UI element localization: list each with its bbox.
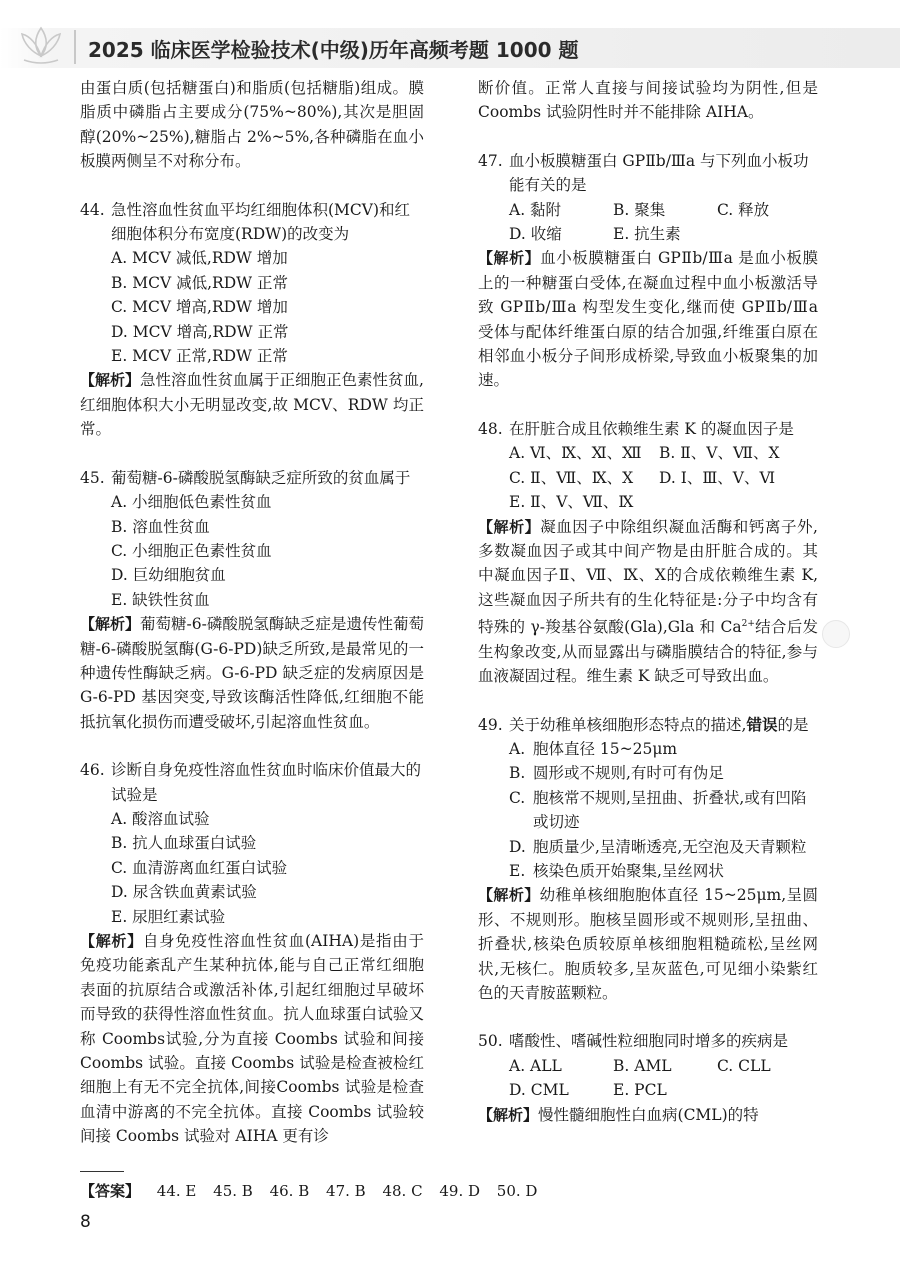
explanation-tag: 【解析】	[80, 371, 141, 390]
option-c: C. 小细胞正色素性贫血	[111, 541, 272, 560]
question-47	[478, 149, 818, 393]
option-d: D. 巨幼细胞贫血	[111, 566, 226, 585]
question-number: 44.	[80, 200, 105, 219]
watermark-stamp	[822, 620, 850, 648]
option-b: B. MCV 减低,RDW 正常	[111, 273, 288, 292]
continued-paragraph: 断价值。正常人直接与间接试验均为阴性,但是 Coombs 试验阴性时并不能排除 AIHA。	[478, 79, 818, 122]
question-number: 50.	[478, 1032, 503, 1051]
question-stem: 嗜酸性、嗜碱性粒细胞同时增多的疾病是	[509, 1032, 789, 1051]
answer-key	[80, 1180, 549, 1201]
explanation-text: 葡萄糖-6-磷酸脱氢酶缺乏症是遗传性葡萄糖-6-磷酸脱氢酶(G-6-PD)缺乏所致,是最常见的一种遗传性酶缺乏病。G-6-PD 缺乏症的发病原因是 G-6-PD 基因突变,导致该酶活性降低,红细胞不能抵抗氧化损伤而遭受破坏,引起溶血性贫血。	[80, 615, 424, 731]
question-number: 46.	[80, 761, 105, 780]
explanation-text: 慢性髓细胞性白血病(CML)的特	[538, 1105, 759, 1124]
continued-paragraph: 由蛋白质(包括糖蛋白)和脂质(包括糖脂)组成。膜脂质中磷脂占主要成分(75%~80%),其次是胆固醇(20%~25%),糖脂占 2%~5%,各种磷脂在血小板膜两侧呈不对称分布。	[80, 79, 424, 171]
option-e: E. 抗生素	[613, 225, 681, 244]
question-stem	[509, 713, 818, 737]
question-45	[80, 466, 424, 734]
explanation	[478, 246, 818, 392]
question-number: 48.	[478, 419, 503, 438]
explanation-text: 血小板膜糖蛋白 GPⅡb/Ⅲa 是血小板膜上的一种糖蛋白受体,在凝血过程中血小板激活导致 GPⅡb/Ⅲa 构型发生变化,继而使 GPⅡb/Ⅲa 受体与配体纤维蛋白原的结合加强,纤维蛋白原在相邻血小板分子间形成桥梁,导致血小板聚集的加速。	[478, 249, 818, 390]
option-a: A. 黏附	[509, 200, 562, 219]
option-letter: A.	[509, 739, 526, 758]
explanation	[478, 883, 818, 1005]
option-e: E. PCL	[613, 1081, 667, 1100]
option-a: A. Ⅵ、Ⅸ、Ⅺ、Ⅻ	[509, 444, 642, 463]
explanation-text: 凝血因子中除组织凝血活酶和钙离子外,多数凝血因子或其中间产物是由肝脏合成的。其中凝血因子Ⅱ、Ⅶ、Ⅸ、Ⅹ的合成依赖维生素 K,这些凝血因子所共有的生化特征是:分子中均含有特殊的 γ-羧基谷氨酸(Gla),Gla 和 Ca	[478, 517, 818, 637]
answer-item: 49. D	[439, 1182, 481, 1200]
option-text: 圆形或不规则,有时可有伪足	[533, 764, 724, 783]
option-c: C. CLL	[717, 1056, 771, 1075]
question-number: 49.	[478, 715, 503, 734]
question-48	[478, 417, 818, 689]
question-stem: 急性溶血性贫血平均红细胞体积(MCV)和红细胞体积分布宽度(RDW)的改变为	[111, 200, 411, 244]
answer-item: 44. E	[156, 1182, 197, 1200]
option-d: D. MCV 增高,RDW 正常	[111, 322, 289, 341]
option-a: A. 酸溶血试验	[111, 809, 210, 828]
option-b: B. AML	[613, 1056, 672, 1075]
option-a: A. 小细胞低色素性贫血	[111, 493, 272, 512]
option-d: D. 尿含铁血黄素试验	[111, 883, 257, 902]
option-c: C. MCV 增高,RDW 增加	[111, 298, 288, 317]
option-e: E. MCV 正常,RDW 正常	[111, 347, 288, 366]
book-title: 2025 临床医学检验技术(中级)历年高频考题 1000 题	[88, 38, 579, 62]
explanation	[478, 1103, 818, 1127]
superscript-charge: 2+	[741, 619, 755, 630]
header-divider	[74, 30, 76, 64]
option-c: C. 释放	[717, 200, 770, 219]
question-49	[478, 713, 818, 1006]
option-text: 胞核常不规则,呈扭曲、折叠状,或有凹陷或切迹	[533, 788, 807, 832]
question-stem: 诊断自身免疫性溶血性贫血时临床价值最大的试验是	[111, 761, 422, 804]
explanation-tag: 【解析】	[80, 932, 143, 950]
page-header	[0, 0, 900, 72]
option-a: A. MCV 减低,RDW 增加	[111, 249, 288, 268]
answer-item: 48. C	[382, 1182, 423, 1200]
right-column	[478, 76, 818, 1127]
question-number: 45.	[80, 468, 105, 487]
option-c: C. 血清游离血红蛋白试验	[111, 858, 288, 877]
question-stem: 在肝脏合成且依赖维生素 K 的凝血因子是	[509, 419, 794, 438]
option-b: B. 聚集	[613, 200, 666, 219]
page-number: 8	[80, 1212, 91, 1232]
footnote-rule	[80, 1171, 124, 1172]
lotus-logo-icon	[14, 20, 68, 68]
option-d: D. Ⅰ、Ⅲ、Ⅴ、Ⅵ	[659, 468, 776, 487]
option-e: E. 尿胆红素试验	[111, 907, 226, 926]
option-e: E. 缺铁性贫血	[111, 590, 210, 609]
option-letter: B.	[509, 764, 526, 783]
option-e	[509, 859, 818, 883]
answer-item: 47. B	[326, 1182, 366, 1200]
answer-item: 46. B	[269, 1182, 310, 1200]
explanation	[80, 929, 424, 1149]
answer-label: 【答案】	[80, 1182, 141, 1200]
explanation-tag: 【解析】	[80, 615, 141, 634]
explanation-text: 幼稚单核细胞胞体直径 15~25μm,呈圆形、不规则形。胞核呈圆形或不规则形,呈扭曲、折叠状,核染色质较原单核细胞粗糙疏松,呈丝网状,无核仁。胞质较多,呈灰蓝色,可见细小染紫红色的天青胺蓝颗粒。	[478, 886, 818, 1002]
explanation-tag: 【解析】	[478, 517, 541, 536]
option-a	[509, 737, 818, 761]
option-text: 胞体直径 15~25μm	[533, 739, 678, 758]
option-d: D. CML	[509, 1081, 569, 1100]
question-number: 47.	[478, 151, 503, 170]
option-letter: E.	[509, 861, 526, 880]
left-column	[80, 76, 424, 1149]
explanation-text: 急性溶血性贫血属于正细胞正色素性贫血,红细胞体积大小无明显改变,故 MCV、RDW 均正常。	[80, 371, 424, 439]
option-b: B. Ⅱ、Ⅴ、Ⅶ、Ⅹ	[659, 444, 780, 463]
question-46	[80, 758, 424, 1149]
option-letter: C.	[509, 788, 526, 807]
option-d	[509, 835, 818, 859]
explanation-tag: 【解析】	[478, 249, 541, 268]
answer-item: 50. D	[496, 1182, 538, 1200]
explanation	[478, 515, 818, 689]
question-44	[80, 198, 424, 442]
explanation-text-continued: 结合后发生构象改变,从而显露出与磷脂膜结合的特征,参与血液凝固过程。维生素 K 缺乏可导致出血。	[478, 618, 818, 686]
question-stem: 葡萄糖-6-磷酸脱氢酶缺乏症所致的贫血属于	[111, 468, 411, 487]
explanation-tag: 【解析】	[478, 1105, 539, 1124]
option-b: B. 溶血性贫血	[111, 517, 210, 536]
option-d: D. 收缩	[509, 225, 562, 244]
option-text: 核染色质开始聚集,呈丝网状	[533, 861, 724, 880]
option-a: A. ALL	[509, 1056, 562, 1075]
explanation-tag: 【解析】	[478, 886, 540, 905]
option-c: C. Ⅱ、Ⅶ、Ⅸ、Ⅹ	[509, 468, 634, 487]
explanation	[80, 368, 424, 441]
emphasis-word: 错误	[746, 714, 778, 734]
option-c	[509, 786, 818, 835]
explanation-text: 自身免疫性溶血性贫血(AIHA)是指由于免疫功能紊乱产生某种抗体,能与自己正常红细胞表面的抗原结合或激活补体,引起红细胞过早破坏而导致的获得性溶血性贫血。抗人血球蛋白试验又称 Coombs试验,分为直接 Coombs 试验和间接 Coombs 试验。直接 Coombs 试验是检查被检红细胞上有无不完全抗体,间接Coombs 试验是检查血清中游离的不完全抗体。直接 Coombs 试验较间接 Coombs 试验对 AIHA 更有诊	[80, 932, 424, 1146]
option-e: E. Ⅱ、Ⅴ、Ⅶ、Ⅸ	[509, 493, 634, 512]
option-b	[509, 761, 818, 785]
question-stem-part: 关于幼稚单核细胞形态特点的描述,	[509, 715, 747, 734]
question-stem: 血小板膜糖蛋白 GPⅡb/Ⅲa 与下列血小板功能有关的是	[509, 151, 809, 195]
explanation	[80, 612, 424, 734]
option-b: B. 抗人血球蛋白试验	[111, 834, 257, 853]
option-letter: D.	[509, 837, 526, 856]
question-50	[478, 1029, 818, 1127]
question-stem-end: 的是	[777, 715, 809, 734]
option-text: 胞质量少,呈清晰透亮,无空泡及天青颗粒	[533, 837, 807, 856]
answer-item: 45. B	[213, 1182, 253, 1200]
